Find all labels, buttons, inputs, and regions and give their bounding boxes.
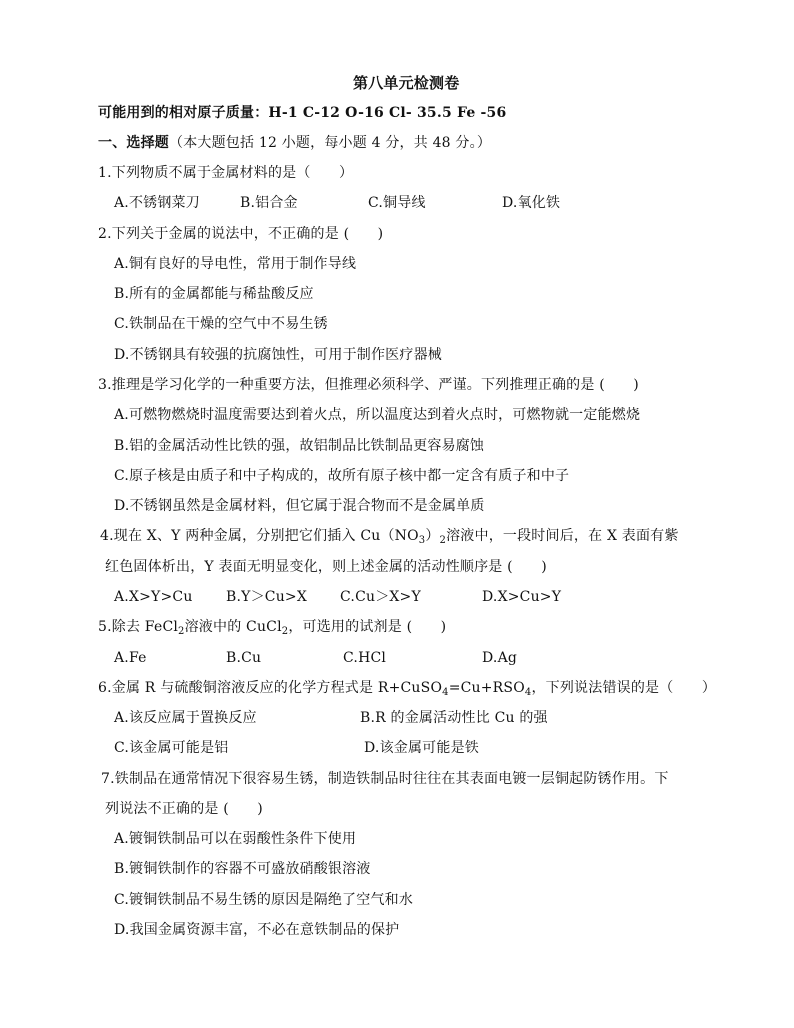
q6-stem	[98, 679, 716, 697]
q7-option-b: B.镀铜铁制作的容器不可盛放硝酸银溶液	[114, 861, 371, 877]
q4-option-a: A.X>Y>Cu	[114, 589, 193, 605]
q5-option-a: A.Fe	[114, 650, 147, 666]
q7-option-c: C.镀铜铁制品不易生锈的原因是隔绝了空气和水	[114, 892, 414, 908]
q7-stem-line1: 7.铁制品在通常情况下很容易生锈，制造铁制品时往往在其表面电镀一层铜起防锈作用。下	[101, 771, 669, 787]
q4-stem-line2: 红色固体析出，Y 表面无明显变化，则上述金属的活动性顺序是 ( )	[105, 559, 547, 575]
q2-option-c: C.铁制品在干燥的空气中不易生锈	[114, 316, 328, 332]
q4-stem-line1	[100, 527, 679, 545]
q5-option-b: B.Cu	[226, 650, 262, 666]
q4-subscript-3: 3	[418, 535, 426, 546]
q1-option-c: C.铜导线	[368, 195, 426, 211]
section-note: （本大题包括 12 小题，每小题 4 分，共 48 分。）	[169, 135, 492, 151]
q5-stem-part3: ，可选用的试剂是 ( )	[288, 619, 447, 635]
q5-stem	[98, 618, 446, 636]
q7-option-a: A.镀铜铁制品可以在弱酸性条件下使用	[114, 831, 357, 847]
q4-stem-part1: 4.现在 X、Y 两种金属，分别把它们插入 Cu（NO	[100, 528, 419, 544]
q3-option-d: D.不锈钢虽然是金属材料，但它属于混合物而不是金属单质	[114, 498, 485, 514]
q6-stem-part1: 6.金属 R 与硫酸铜溶液反应的化学方程式是 R+CuSO	[98, 680, 443, 696]
q5-subscript-2: 2	[281, 626, 289, 637]
atomic-masses: 可能用到的相对原子质量：H-1 C-12 O-16 Cl- 35.5 Fe -56	[98, 105, 507, 121]
q4-option-d: D.X>Cu>Y	[482, 589, 562, 605]
q2-option-d: D.不锈钢具有较强的抗腐蚀性，可用于制作医疗器械	[114, 347, 442, 363]
q3-option-c: C.原子核是由质子和中子构成的，故所有原子核中都一定含有质子和中子	[114, 468, 570, 484]
section-header	[98, 134, 491, 152]
q6-subscript-1: 4	[442, 687, 449, 698]
q5-option-c: C.HCl	[343, 650, 387, 666]
q5-option-d: D.Ag	[482, 650, 518, 666]
q6-stem-part2: =Cu+RSO	[448, 680, 525, 696]
q2-option-a: A.铜有良好的导电性，常用于制作导线	[114, 256, 357, 272]
q6-option-d: D.该金属可能是铁	[364, 740, 479, 756]
q1-option-b: B.铝合金	[240, 195, 298, 211]
q7-stem-line2: 列说法不正确的是 ( )	[105, 801, 263, 817]
q7-option-d: D.我国金属资源丰富，不必在意铁制品的保护	[114, 922, 400, 938]
q3-option-b: B.铝的金属活动性比铁的强，故铝制品比铁制品更容易腐蚀	[114, 438, 485, 454]
q4-option-b: B.Y＞Cu>X	[226, 589, 308, 605]
q4-option-c: C.Cu＞X>Y	[340, 589, 421, 605]
q4-stem-part2: ）	[425, 528, 440, 544]
q1-option-a: A.不锈钢菜刀	[114, 195, 200, 211]
q6-stem-part3: ，下列说法错误的是（ ）	[531, 680, 717, 696]
section-title: 一、选择题	[98, 135, 169, 151]
q4-stem-part3: 溶液中，一段时间后，在 X 表面有紫	[446, 528, 679, 544]
q6-subscript-2: 4	[524, 687, 532, 698]
q6-option-c: C.该金属可能是铝	[114, 740, 229, 756]
q5-stem-part2: 溶液中的 CuCl	[184, 619, 282, 635]
q3-stem: 3.推理是学习化学的一种重要方法，但推理必须科学、严谨。下列推理正确的是 ( )	[98, 377, 639, 393]
q6-option-b: B.R 的金属活动性比 Cu 的强	[360, 710, 548, 726]
q5-subscript-1: 2	[178, 626, 185, 637]
q2-option-b: B.所有的金属都能与稀盐酸反应	[114, 286, 314, 302]
q1-stem: 1.下列物质不属于金属材料的是（ ）	[98, 165, 354, 181]
q3-option-a: A.可燃物燃烧时温度需要达到着火点，所以温度达到着火点时，可燃物就一定能燃烧	[114, 407, 641, 423]
q5-stem-part1: 5.除去 FeCl	[98, 619, 179, 635]
q2-stem: 2.下列关于金属的说法中，不正确的是 ( )	[98, 226, 384, 242]
page-title: 第八单元检测卷	[353, 74, 460, 92]
q1-option-d: D.氧化铁	[502, 195, 561, 211]
q6-option-a: A.该反应属于置换反应	[114, 710, 257, 726]
q4-subscript-2: 2	[439, 535, 447, 546]
